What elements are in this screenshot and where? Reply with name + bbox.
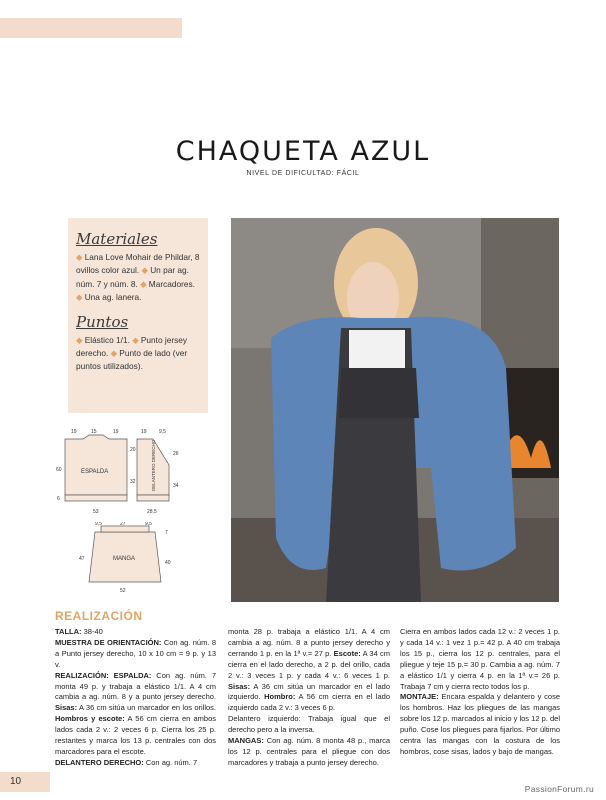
difficulty-level: NIVEL DE DIFICULTAD: FÁCIL <box>246 170 360 177</box>
espalda-label: ESPALDA <box>81 469 109 475</box>
instructions-column-3: Cierra en ambos lados cada 12 v.: 2 veces 1 p. y cada 14 v.: 1 vez 1 p.= 42 p. A 40 cm trabaja los 15 p., cierra los 12 p. centrales, para el pliegue y teje 15 p.= 30 p. Cambia a ag. núm. 7 a elástico 1/1 y cierra 4 p. en la 1ª v.= 26 p. Trabaja 7 cm y cierra recto todos los p. MONTAJE: Encara espalda y delantero y cose los hombros. Haz los pliegues de las mangas sobre los 12 p. marcados al inicio y los 12 p. del puño. Cose los pliegues para fijarlos. Por último centra las mangas con la costura de los hombros, cose sisas, lados y bajo de mangas. <box>400 627 560 756</box>
materiales-heading: Materiales <box>76 230 158 248</box>
delantero-ribbing <box>137 495 169 501</box>
delantero-num: 19 <box>141 429 147 435</box>
manga-num: 27 <box>120 522 126 527</box>
instructions-column-1: TALLA: 38-40 MUESTRA DE ORIENTACIÓN: Con ag. núm. 8 a Punto jersey derecho, 10 x 10 cm = 9 p. y 13 v. REALIZACIÓN: ESPALDA: Con ag. núm. 7 monta 49 p. y trabaja a elástico 1/1. A 4 cm cambia a ag. núm. 8 y a punto jersey derecho. Sisas: A 36 cm sitúa un marcador en los orillos. Hombros y escote: A 56 cm cierra en ambos lados cada 2 v.: 2 veces 6 p. Cierra los 25 p. restantes y marca los 13 p. centrales con dos marcadores para el escote. DELANTERO DERECHO: Con ag. núm. 7 <box>55 627 216 767</box>
realizacion-heading: REALIZACIÓN <box>55 609 143 623</box>
espalda-shape <box>65 435 127 495</box>
materiales-list: ◆ Lana Love Mohair de Phildar, 8 ovillos color azul. ◆ Un par ag. núm. 7 y núm. 8. ◆ Marcadores. ◆ Una ag. lanera. <box>76 252 200 303</box>
page-number: 10 <box>10 776 22 787</box>
delantero-num: 20 <box>130 447 136 453</box>
manga-num: 47 <box>79 556 85 562</box>
delantero-label: DELANTERO DERECHO <box>151 439 156 491</box>
instructions-column-2: monta 28 p. trabaja a elástico 1/1. A 4 cm cambia a ag. núm. 8 a punto jersey derecho y cerrando 1 p. en la 1ª v.= 27 p. Escote: A 34 cm cierra en el lado derecho, a 2 p. del orillo, cada 2 v.: 3 veces 1 p. y cada 4 v.: 6 veces 1 p. Sisas: A 36 cm sitúa un marcador en el lado izquierdo. Hombro: A 56 cm cierra en el lado izquierdo cada 2 v.: 3 veces 6 p. Delantero izquierdo: Trabaja igual que el derecho pero a la inversa. MANGAS: Con ag. núm. 8 monta 48 p., marca los 12 p. centrales para el pliegue con dos marcadores y trabaja a punto jersey derecho. <box>228 627 390 767</box>
delantero-num: 9,5 <box>159 429 166 435</box>
delantero-num: 34 <box>173 483 179 489</box>
photo-illustration <box>231 218 559 602</box>
page-title: CHAQUETA AZUL <box>175 136 431 167</box>
manga-num: 7 <box>165 530 168 536</box>
manga-num: 52 <box>120 588 126 594</box>
manga-num: 9,5 <box>145 522 152 527</box>
top-accent-bar <box>0 18 182 38</box>
espalda-num: 6 <box>57 496 60 502</box>
manga-schematic <box>65 522 185 598</box>
espalda-num: 60 <box>56 467 62 473</box>
espalda-num: 15 <box>91 429 97 435</box>
espalda-num: 19 <box>113 429 119 435</box>
delantero-num: 28,5 <box>147 509 157 515</box>
manga-num: 9,5 <box>95 522 102 527</box>
manga-num: 40 <box>165 560 171 566</box>
espalda-num: 19 <box>71 429 77 435</box>
page-number-bar <box>0 772 50 792</box>
puntos-list: ◆ Elástico 1/1. ◆ Punto jersey derecho. ◆ Punto de lado (ver puntos utilizados). <box>76 334 188 372</box>
espalda-num: 53 <box>93 509 99 515</box>
delantero-num: 26 <box>173 451 179 457</box>
watermark: PassionForum.ru <box>524 784 594 794</box>
delantero-num: 32 <box>130 479 136 485</box>
manga-label: MANGA <box>113 556 136 562</box>
materials-panel <box>68 218 208 413</box>
espalda-ribbing <box>65 495 127 501</box>
espalda-delantero-schematic <box>55 425 190 525</box>
puntos-heading: Puntos <box>76 312 129 331</box>
model-photo <box>231 218 559 602</box>
